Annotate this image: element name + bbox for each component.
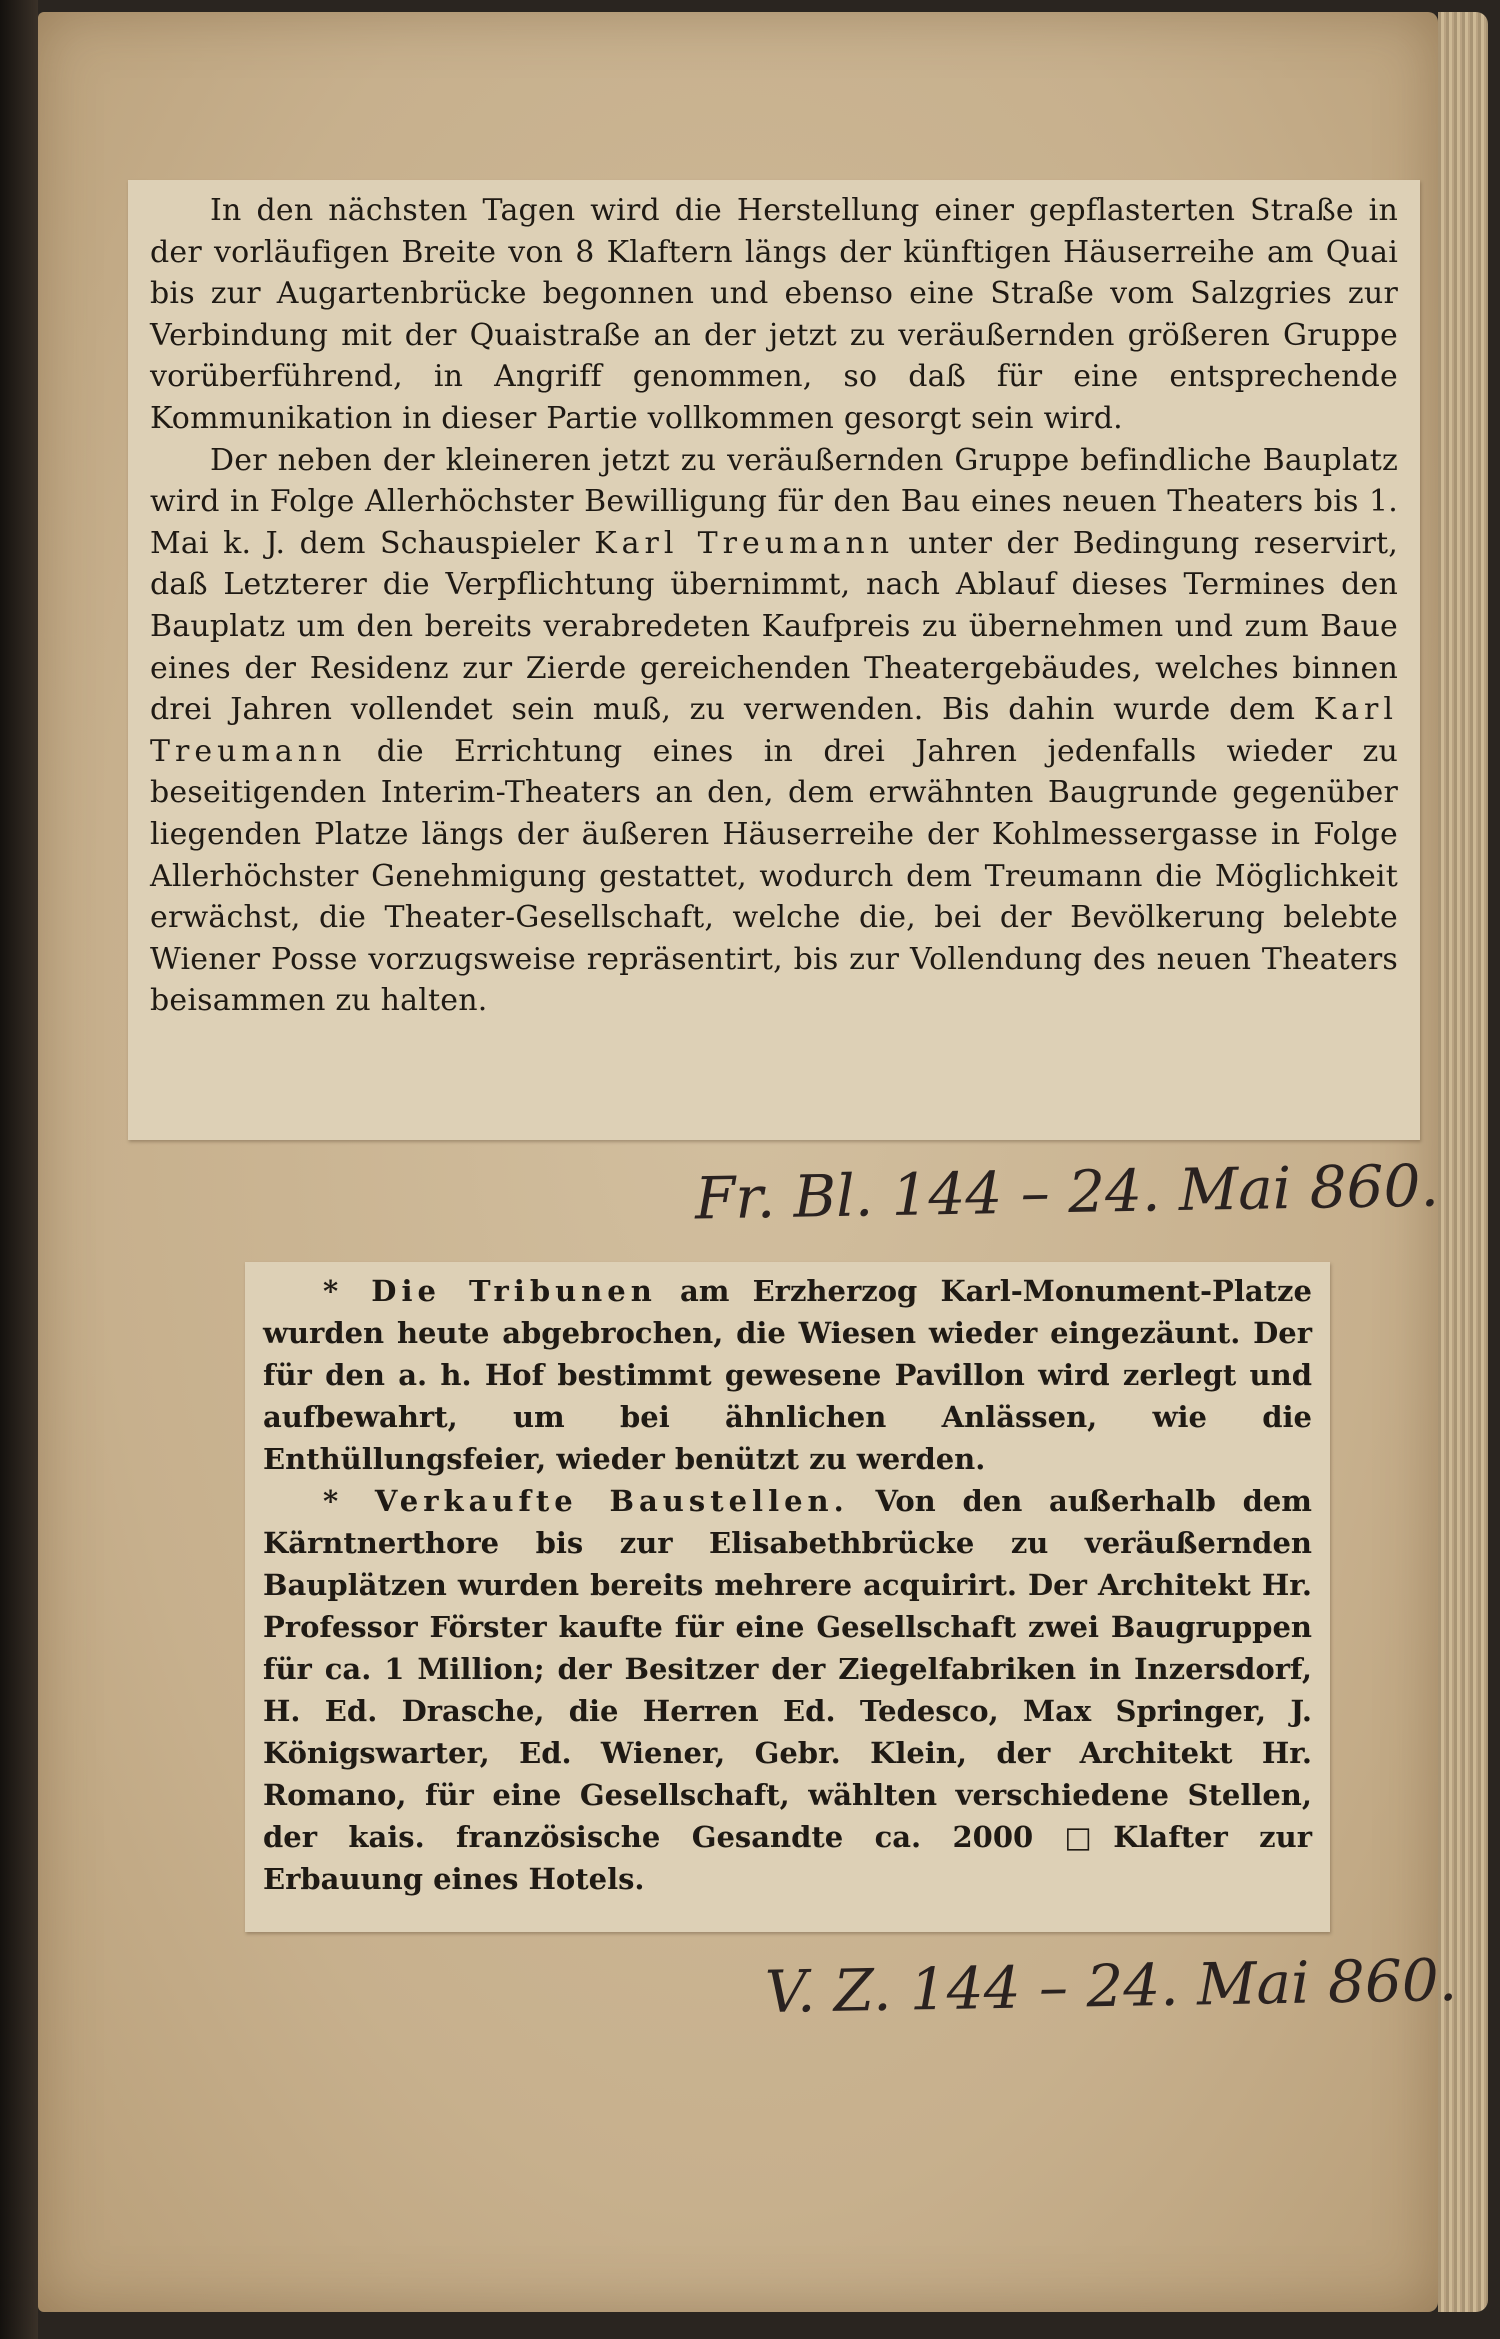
- newspaper-clipping-tribunen: [245, 1262, 1330, 1932]
- clipping1-paragraph2: Der neben der kleineren jetzt zu veräußernden Gruppe befindliche Bauplatz wird in Folge Allerhöchster Bewilligung für den Bau eines neuen Theaters bis 1. Mai k. J. dem Schauspieler Karl Treumann unter der Bedingung reservirt, daß Letzterer die Verpflichtung übernimmt, nach Ablauf dieses Termines den Bauplatz um den bereits verabredeten Kaufpreis zu übernehmen und zum Baue eines der Residenz zur Zierde gereichenden Theatergebäudes, welches binnen drei Jahren vollendet sein muß, zu verwenden. Bis dahin wurde dem Karl Treumann die Errichtung eines in drei Jahren jedenfalls wieder zu beseitigenden Interim-Theaters an den, dem erwähnten Baugrunde gegenüber liegenden Platze längs der äußeren Häuserreihe der Kohlmessergasse in Folge Allerhöchster Genehmigung gestattet, wodurch dem Treumann die Möglichkeit erwächst, die Theater-Gesellschaft, welche die, bei der Bevölkerung belebte Wiener Posse vorzugsweise repräsentirt, bis zur Vollendung des neuen Theaters beisammen zu halten.: [150, 442, 1398, 1019]
- newspaper-clipping-quai: [128, 180, 1420, 1140]
- item1-heading: * Die Tribunen: [323, 1274, 657, 1308]
- clipping2-item1: * Die Tribunen am Erzherzog Karl-Monument-Platze wurden heute abgebrochen, die Wiesen wieder eingezäunt. Der für den a. h. Hof bestimmt gewesene Pavillon wird zerlegt und aufbewahrt, um bei ähnlichen Anlässen, wie die Enthüllungsfeier, wieder benützt zu werden.: [263, 1274, 1312, 1476]
- item2-heading: * Verkaufte Baustellen.: [323, 1484, 849, 1518]
- binding-shadow: [0, 0, 38, 2339]
- clipping1-paragraph1: In den nächsten Tagen wird die Herstellung einer gepflasterten Straße in der vorläufigen Breite von 8 Klaftern längs der künftigen Häuserreihe am Quai bis zur Augartenbrücke begonnen und ebenso eine Straße vom Salzgries zur Verbindung mit der Quaistraße an der jetzt zu veräußernden größeren Gruppe vorüberführend, in Angriff genommen, so daß für eine entsprechende Kommunikation in dieser Partie vollkommen gesorgt sein wird.: [150, 193, 1398, 436]
- handwritten-source-note-2: V. Z. 144 – 24. Mai 860.: [764, 1945, 1458, 2027]
- clipping2-item2: * Verkaufte Baustellen. Von den außerhalb dem Kärntnerthore bis zur Elisabethbrücke zu veräußernden Bauplätzen wurden bereits mehrere acquirirt. Der Architekt Hr. Professor Förster kaufte für eine Gesellschaft zwei Baugruppen für ca. 1 Million; der Besitzer der Ziegelfabriken in Inzersdorf, H. Ed. Drasche, die Herren Ed. Tedesco, Max Springer, J. Königswarter, Ed. Wiener, Gebr. Klein, der Architekt Hr. Romano, für eine Gesellschaft, wählten verschiedene Stellen, der kais. französische Gesandte ca. 2000 □Klafter zur Erbauung eines Hotels.: [263, 1484, 1312, 1896]
- name-treumann-2: Karl Treumann: [150, 692, 1398, 769]
- name-treumann-1: Karl Treumann: [594, 525, 895, 561]
- handwritten-source-note-1: Fr. Bl. 144 – 24. Mai 860.: [694, 1151, 1440, 1233]
